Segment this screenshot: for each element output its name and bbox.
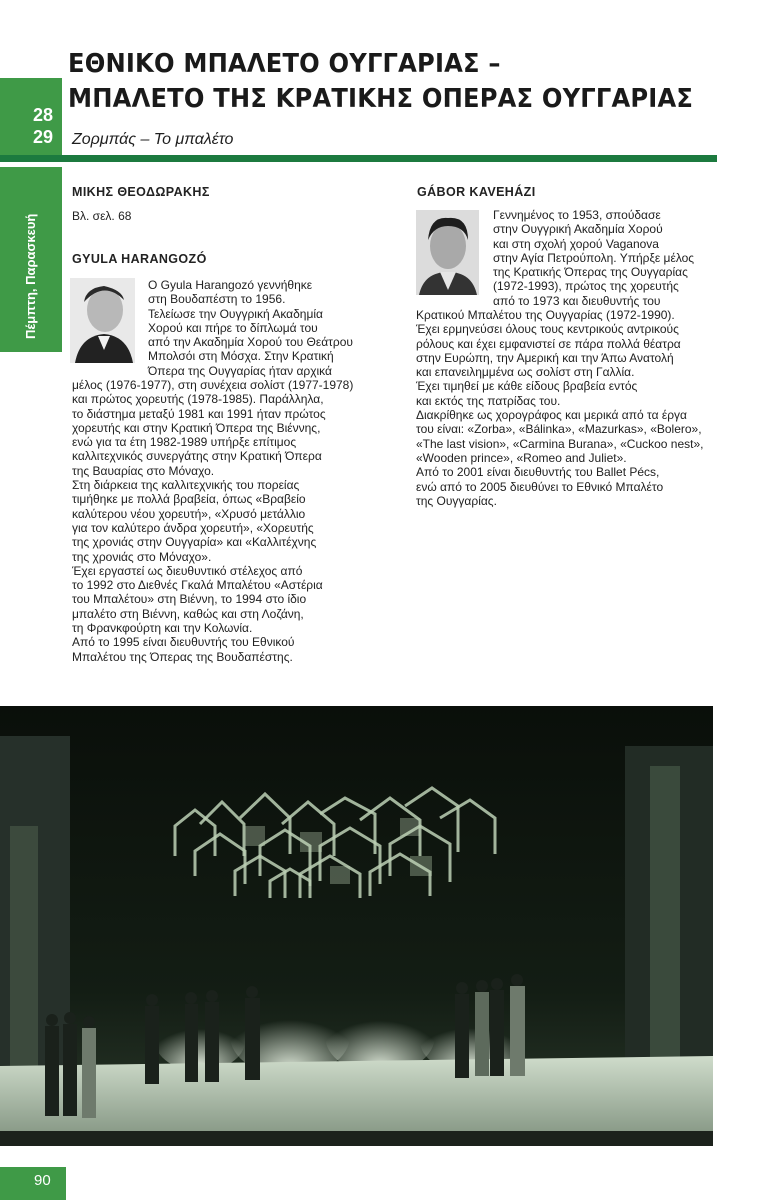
kavehazi-name: GÁBOR KAVEHÁZI [417,185,536,199]
bio-line: Από το 2001 είναι διευθυντής του Ballet Pécs, [416,465,660,480]
harangozo-bio [72,378,382,664]
bio-line: Μπολσόι στη Μόσχα. Στην Κρατική [148,349,334,364]
bio-line: καλλιτεχνικός συνεργάτης στην Κρατική Όπερα [72,449,322,464]
weekday-label [12,168,52,343]
kavehazi-bio [416,308,726,508]
stage-photo [0,706,713,1146]
bio-line: Έχει ερμηνεύσει όλους τους κεντρικούς αντρικούς [416,322,679,337]
title-line-2: ΜΠΑΛΕΤΟ ΤΗΣ ΚΡΑΤΙΚΗΣ ΟΠΕΡΑΣ ΟΥΓΓΑΡΙΑΣ [68,84,694,114]
bio-line: καλύτερου νέου χορευτή», «Χρυσό μετάλλιο [72,506,306,521]
kavehazi-heading [417,185,717,199]
bio-line: της Κρατικής Όπερας της Ουγγαρίας [493,265,688,280]
bio-line: Στη διάρκεια της καλλιτεχνικής του πορείας [72,478,300,493]
rule-gap [0,162,62,167]
kavehazi-portrait [416,210,479,295]
day-bottom: 29 [32,127,53,147]
bio-line: Έχει εργαστεί ως διευθυντικό στέλεχος από [72,563,303,578]
bio-line: στην Ουγγρική Ακαδημία Χορού [493,222,663,237]
bio-line: ενώ για τα έτη 1982-1989 υπήρξε επίτιμος [72,435,297,450]
kavehazi-bio-wrapped [493,208,723,308]
bio-line: ενώ από το 2005 διευθύνει το Εθνικό Μπαλέτο [416,479,664,494]
bio-line: μπαλέτο στη Βιέννη, καθώς και στη Λοζάνη, [72,606,304,621]
bio-line: «Wooden prince», «Romeo and Juliet». [416,450,627,465]
weekday-text: Πέμπτη, Παρασκευή [23,213,38,339]
bio-line: και στη σχολή χορού Vaganova [493,236,659,251]
bio-line: Όπερα της Ουγγαρίας ήταν αρχικά [148,363,332,378]
composer-name: ΜΙΚΗΣ ΘΕΟΔΩΡΑΚΗΣ [72,185,210,199]
composer-section [72,185,372,224]
bio-line: τη Φρανκφούρτη και την Κολωνία. [72,621,253,636]
header-rule [0,155,717,162]
bio-line: Τελείωσε την Ουγγρική Ακαδημία [148,306,323,321]
composer-ref: Βλ. σελ. 68 [72,209,132,224]
page-number: 90 [34,1172,51,1189]
bio-line: στην Αγία Πετρούπολη. Υπήρξε μέλος [493,250,695,265]
bio-line: της Βαυαρίας στο Μόναχο. [72,463,215,478]
portrait-image [416,210,479,295]
bio-line: χορευτής και στην Κρατική Όπερα της Βιέννης, [72,420,321,435]
bio-line: (1972-1993), πρώτος της χορευτής [493,279,679,294]
bio-line: Γεννημένος το 1953, σπούδασε [493,208,661,222]
page-number-tab [0,1167,66,1200]
page-title [68,47,748,117]
bio-line: Κρατικού Μπαλέτου της Ουγγαρίας (1972-1990). [416,308,675,322]
stage-scene [0,706,713,1146]
bio-line: μέλος (1976-1977), στη συνέχεια σολίστ (1977-1978) [72,378,354,392]
harangozo-portrait [70,278,135,363]
bio-line: για τον καλύτερο άνδρα χορευτή», «Χορευτής [72,520,314,535]
bio-line: από την Ακαδημία Χορού του Θεάτρου [148,335,353,350]
harangozo-bio-wrapped [148,278,378,378]
bio-line: από το 1973 και διευθυντής του [493,293,661,308]
bio-line: του είναι: «Zorba», «Bálinka», «Mazurkas», «Bolero», [416,422,702,437]
bio-line: ρόλους και έχει εμφανιστεί σε πάρα πολλά θέατρα [416,336,681,351]
bio-line: «The last vision», «Carmina Burana», «Cuckoo nest», [416,436,704,451]
bio-line: το διάστημα μεταξύ 1981 και 1991 ήταν πρώτος [72,406,326,421]
bio-line: στη Βουδαπέστη το 1956. [148,292,286,307]
bio-line: Ο Gyula Harangozó γεννήθηκε [148,278,313,292]
bio-line: και επανειλημμένα ως σολίστ στη Γαλλία. [416,365,635,380]
bio-line: του Μπαλέτου» στη Βιέννη, το 1994 στο ίδιο [72,592,307,607]
day-numbers [5,104,57,148]
bio-line: Έχει τιμηθεί με κάθε είδους βραβεία εντός [416,379,638,394]
bio-line: Διακρίθηκε ως χορογράφος και μερικά από τα έργα [416,408,687,423]
bio-line: Από το 1995 είναι διευθυντής του Εθνικού [72,635,295,650]
bio-line: τιμήθηκε με πολλά βραβεία, όπως «Βραβείο [72,492,306,507]
bio-line: και πρώτος χορευτής (1978-1985). Παράλληλα, [72,392,324,407]
choreographer-heading [72,252,372,266]
page-subtitle: Ζορμπάς – Το μπαλέτο [72,131,234,148]
bio-line: Χορού και πήρε το δίπλωμά του [148,320,318,335]
choreographer-name: GYULA HARANGOZÓ [72,252,207,266]
bio-line: στην Ευρώπη, την Αμερική και την Άπω Ανατολή [416,350,674,365]
day-top: 28 [32,105,53,125]
bio-line: και εκτός της πατρίδας του. [416,393,561,408]
bio-line: της χρονιάς στο Μόναχο». [72,549,212,564]
portrait-image [70,278,135,363]
bio-line: της Ουγγαρίας. [416,493,497,508]
bio-line: της χρονιάς στην Ουγγαρία» και «Καλλιτέχνης [72,535,317,550]
bio-line: το 1992 στο Διεθνές Γκαλά Μπαλέτου «Αστέρια [72,578,323,593]
title-line-1: ΕΘΝΙΚΟ ΜΠΑΛΕΤΟ ΟΥΓΓΑΡΙΑΣ – [68,49,501,79]
bio-line: Μπαλέτου της Όπερας της Βουδαπέστης. [72,649,293,664]
